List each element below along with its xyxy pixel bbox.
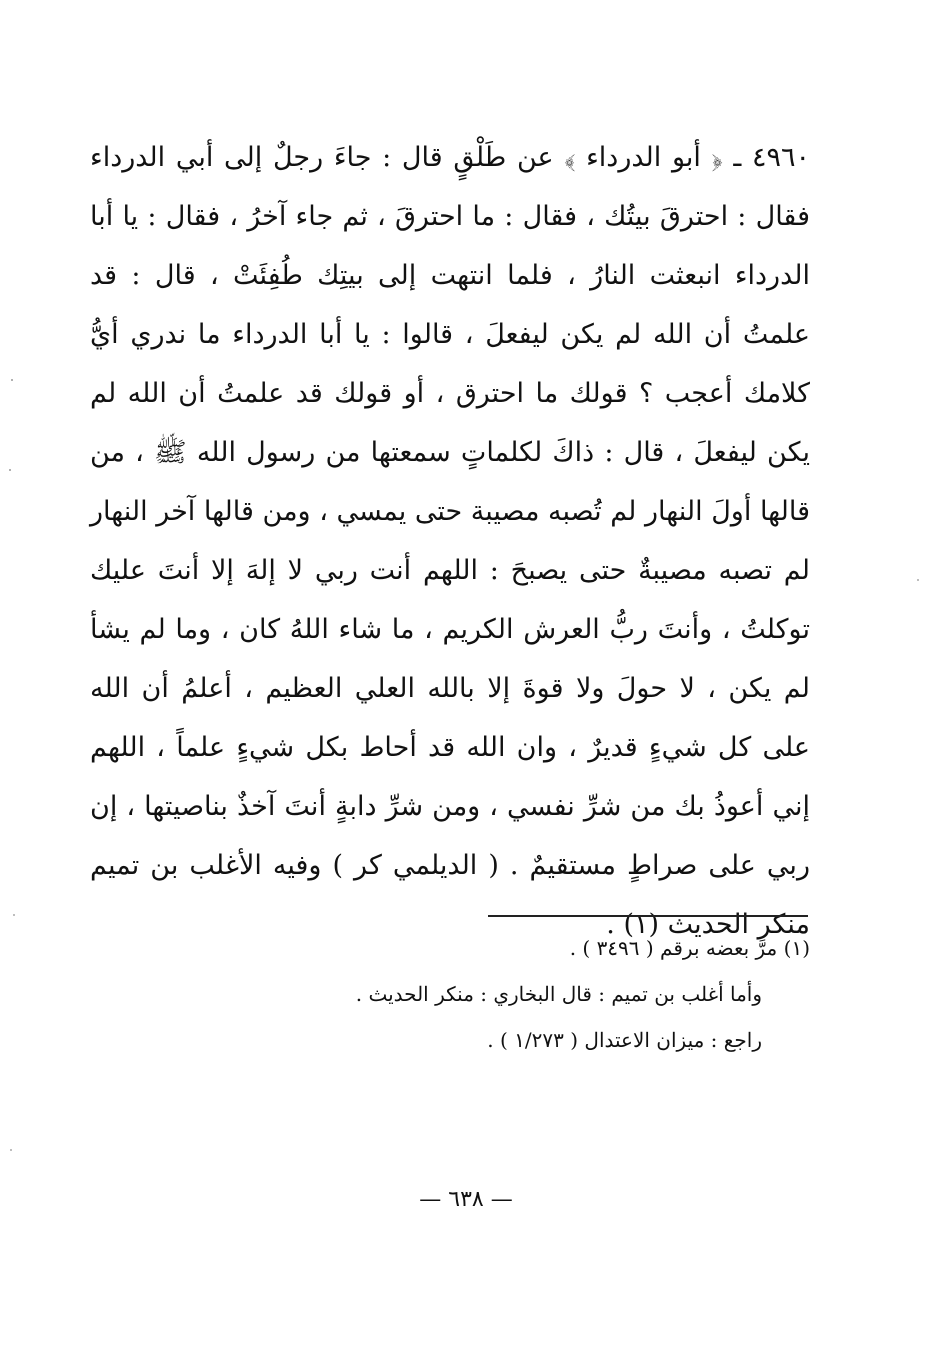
footnote-line: (١) مرَّ بعضه برقم ( ٣٤٩٦ ) .: [569, 936, 810, 960]
entry-paragraph: ٤٩٦٠ ـ ﴿ أبو الدرداء ﴾ عن طَلْقٍ قال : جاءَ رجلٌ إلى أبي الدرداء فقال : احترقَ بيتُك ، فقال : ما احترقَ ، ثم جاء آخرُ ، فقال : يا أبا الدرداء انبعثت النارُ ، فلما انتهت إلى بيتِك طُفِئَتْ ، قال : قد علمتُ أن الله لم يكن ليفعلَ ، قالوا : يا أبا الدرداء ما ندري أيُّ كلامك أعجب ؟ قولك ما احترق ، أو قولك قد علمتُ أن الله لم يكن ليفعلَ ، قال : ذاكَ لكلماتٍ سمعتها من رسول الله ﷺ ، من قالها أولَ النهار لم تُصبه مصيبة حتى يمسي ، ومن قالها آخر النهار لم تصبه مصيبةٌ حتى يصبحَ : اللهم أنت ربي لا إلهَ إلا أنتَ عليك توكلتُ ، وأنتَ ربُّ العرش الكريم ، ما شاء اللهُ كان ، وما لم يشأ لم يكن ، لا حولَ ولا قوةَ إلا بالله العلي العظيم ، أعلمُ أن الله على كل شيءٍ قديرٌ ، وان الله قد أحاط بكل شيءٍ علماً ، اللهم إني أعوذُ بك من شرِّ نفسي ، ومن شرِّ دابةٍ أنتَ آخذٌ بناصيتها ، إن ربي على صراطٍ مستقيمٌ . ( الديلمي كر ) وفيه الأغلب بن تميم منكر الحديث (١) .: [90, 142, 810, 940]
page-number: — ٦٣٨ —: [419, 1187, 513, 1212]
footnote-line: وأما أغلب بن تميم : قال البخاري : منكر الحديث .: [355, 982, 762, 1006]
footnote-line: راجع : ميزان الاعتدال ( ١/٢٧٣ ) .: [487, 1028, 762, 1052]
